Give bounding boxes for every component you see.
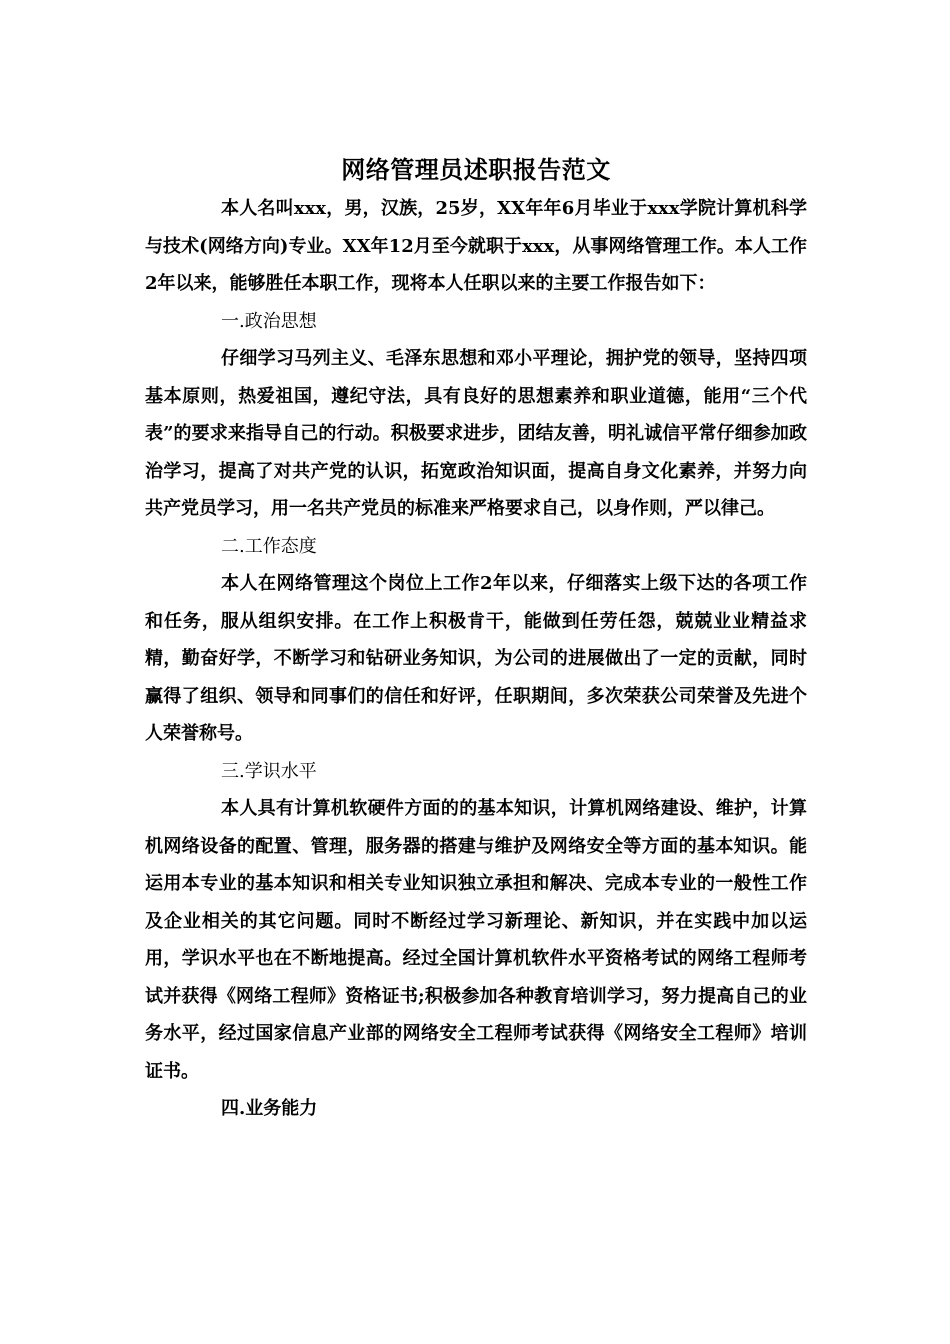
- document-page: [145, 150, 807, 1128]
- section-heading-attitude: 二.工作态度: [221, 535, 317, 557]
- section-body-politics: 仔细学习马列主义、毛泽东思想和邓小平理论，拥护党的领导，坚持四项基本原则，热爱祖国，遵纪守法，具有良好的思想素养和职业道德，能用“三个代表”的要求来指导自己的行动。积极要求进步，团结友善，明礼诚信平常仔细参加政治学习，提高了对共产党的认识，拓宽政治知识面，提高自身文化素养，并努力向共产党员学习，用一名共产党员的标准来严格要求自己，以身作则，严以律己。: [145, 348, 807, 519]
- section-heading-politics: 一.政治思想: [221, 310, 317, 332]
- section-heading-ability: 四.业务能力: [221, 1098, 318, 1119]
- section-body-attitude: 本人在网络管理这个岗位上工作2年以来，仔细落实上级下达的各项工作和任务，服从组织安排。在工作上积极肯干，能做到任劳任怨，兢兢业业精益求精，勤奋好学，不断学习和钻研业务知识，为公司的进展做出了一定的贡献，同时赢得了组织、领导和同事们的信任和好评，任职期间，多次荣获公司荣誉及先进个人荣誉称号。: [145, 573, 807, 744]
- section-heading-knowledge: 三.学识水平: [221, 760, 317, 782]
- document-title: 网络管理员述职报告范文: [341, 155, 611, 184]
- intro-paragraph: 本人名叫xxx，男，汉族，25岁，XX年年6月毕业于xxx学院计算机科学与技术(网络方向)专业。XX年12月至今就职于xxx，从事网络管理工作。本人工作2年以来，能够胜任本职工作，现将本人任职以来的主要工作报告如下：: [145, 198, 807, 294]
- section-body-knowledge: 本人具有计算机软硬件方面的的基本知识，计算机网络建设、维护，计算机网络设备的配置、管理，服务器的搭建与维护及网络安全等方面的基本知识。能运用本专业的基本知识和相关专业知识独立承担和解决、完成本专业的一般性工作及企业相关的其它问题。同时不断经过学习新理论、新知识，并在实践中加以运用，学识水平也在不断地提高。经过全国计算机软件水平资格考试的网络工程师考试并获得《网络工程师》资格证书;积极参加各种教育培训学习，努力提高自己的业务水平，经过国家信息产业部的网络安全工程师考试获得《网络安全工程师》培训证书。: [145, 798, 807, 1082]
